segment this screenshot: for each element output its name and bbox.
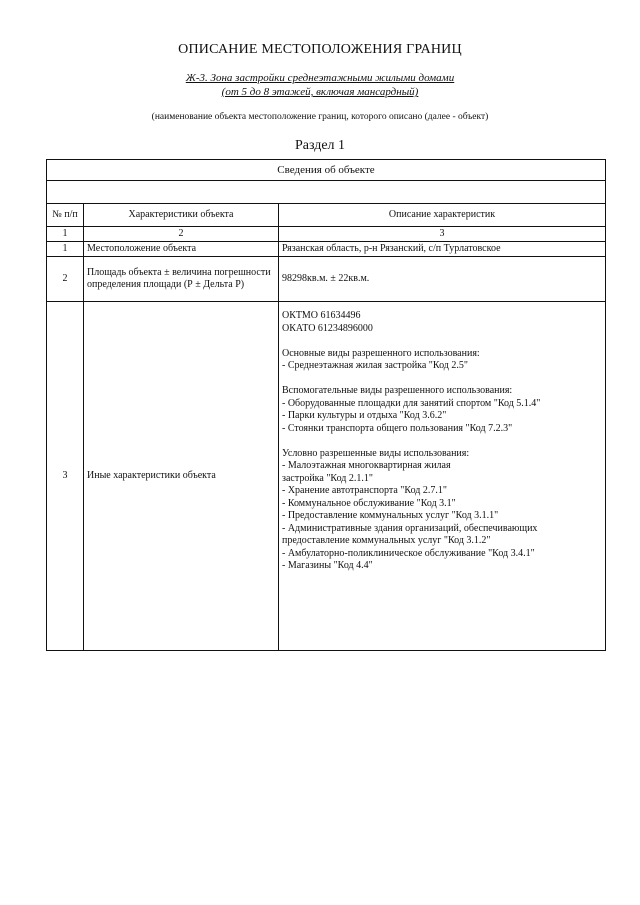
description-spacer — [282, 335, 602, 348]
column-number-3: 3 — [279, 227, 606, 242]
description-line: - Предоставление коммунальных услуг "Код 3.1.1" — [282, 510, 499, 521]
table-row — [47, 242, 606, 257]
description-line: ОКАТО 61234896000 — [282, 322, 373, 334]
row-number: 3 — [47, 302, 84, 651]
column-header-number: № п/п — [47, 204, 84, 227]
description-line: Основные виды разрешенного использования: — [282, 347, 480, 359]
description-line: - Амбулаторно-поликлиническое обслуживание "Код 3.4.1" — [282, 547, 535, 559]
row-number: 1 — [47, 242, 84, 257]
characteristic-cell: Местоположение объекта — [84, 242, 279, 257]
description-line: - Оборудованные площадки для занятий спортом "Код 5.1.4" — [282, 397, 541, 409]
column-numbers-row — [47, 227, 606, 242]
empty-cell — [47, 181, 606, 204]
description-line: - Хранение автотранспорта "Код 2.7.1" — [282, 485, 447, 496]
section-title: Раздел 1 — [294, 138, 346, 153]
description-line: - Парки культуры и отдыха "Код 3.6.2" — [282, 410, 447, 421]
description-spacer — [282, 373, 602, 386]
description-spacer — [282, 435, 602, 448]
description-line: ОКТМО 61634496 — [282, 310, 361, 321]
column-number-1: 1 — [47, 227, 84, 242]
column-header-description: Описание характеристик — [279, 204, 606, 227]
table-row — [47, 302, 606, 651]
description-line: Вспомогательные виды разрешенного использования: — [282, 385, 513, 396]
table-header-row — [47, 204, 606, 227]
description-line: - Административные здания организаций, обеспечивающих — [282, 522, 538, 534]
description-cell: Рязанская область, р-н Рязанский, с/п Турлатовское — [279, 242, 606, 257]
table-title: Сведения об объекте — [47, 160, 606, 181]
object-name-caption: (наименование объекта местоположение границ, которого описано (далее - объект) — [151, 112, 489, 122]
description-line: - Коммунальное обслуживание "Код 3.1" — [282, 497, 456, 509]
zone-name-line-1: Ж-3. Зона застройки среднеэтажными жилыми домами — [185, 72, 455, 84]
description-line: - Среднеэтажная жилая застройка "Код 2.5" — [282, 360, 468, 371]
description-line: - Стоянки транспорта общего пользования "Код 7.2.3" — [282, 422, 513, 434]
document-title: ОПИСАНИЕ МЕСТОПОЛОЖЕНИЯ ГРАНИЦ — [178, 42, 462, 57]
description-cell — [279, 302, 606, 651]
description-line: предоставление коммунальных услуг "Код 3.1.2" — [282, 535, 491, 546]
description-line: застройка "Код 2.1.1" — [282, 472, 373, 484]
column-number-2: 2 — [84, 227, 279, 242]
zone-name-line-2: (от 5 до 8 этажей, включая мансардный) — [221, 86, 419, 98]
row-number: 2 — [47, 257, 84, 302]
characteristic-cell: Площадь объекта ± величина погрешности определения площади (Р ± Дельта Р) — [84, 257, 279, 302]
description-cell: 98298кв.м. ± 22кв.м. — [279, 257, 606, 302]
object-info-table — [46, 159, 606, 651]
description-line: - Малоэтажная многоквартирная жилая — [282, 460, 451, 471]
table-row — [47, 257, 606, 302]
description-line: - Магазины "Код 4.4" — [282, 560, 373, 571]
description-line: Условно разрешенные виды использования: — [282, 447, 470, 459]
column-header-characteristic: Характеристики объекта — [84, 204, 279, 227]
characteristic-cell: Иные характеристики объекта — [84, 302, 279, 651]
table-empty-row — [47, 181, 606, 204]
table-title-row — [47, 160, 606, 181]
